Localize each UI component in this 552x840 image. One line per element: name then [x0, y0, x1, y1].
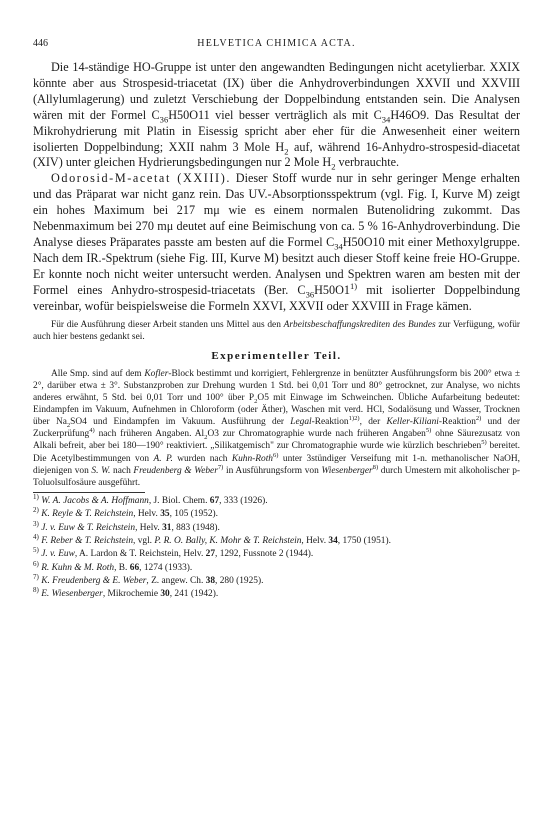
footnote-rule: [33, 492, 145, 493]
footnote-item: $^{1)}$ W. A. Jacobs & A. Hoffmann, J. Biol. Chem. 67, 333 (1926).: [33, 492, 268, 507]
body-paragraph-1: Die 14-ständige HO-Gruppe ist unter den angewandten Bedingungen nicht acetylierbar. XXIX könnte aber aus Strospesid-triacetat (IX) über die Anhydroverbindungen XXVII und XXVIII (Allylumlagerung) und zuletzt Verschiebung der Doppelbindung entstanden sein. Die Analysen wären mit der Formel $C_{36}H50O11$ viel besser verträglich als mit $C_{34}H46O9$. Das Resultat der Mikrohydrierung mit Platin in Eisessig spricht aber eher für die Anwesenheit einer weitern isolierten Doppelbindung; XXII nahm 3 Mole $H_2$ auf, während 16-Anhydro-strospesid-diacetat (XIV) unter gleichen Hydrierungsbedingungen nur 2 Mole $H_2$ verbrauchte.: [33, 60, 521, 172]
footnote-item: $^{4)}$ F. Reber & T. Reichstein, vgl. P. R. O. Bally, K. Mohr & T. Reichstein, Helv. 34, 1750 (1951).: [33, 532, 391, 546]
footnote-list: [33, 492, 520, 601]
page-number: 446: [33, 38, 48, 49]
acknowledgement: Für die Ausführung dieser Arbeit standen uns Mittel aus den Arbeitsbeschaffungskrediten des Bundes zur Verfügung, wofür auch hier bestens gedankt sei.: [33, 319, 521, 342]
footnote-item: $^{5)}$ J. v. Euw, A. Lardon & T. Reichstein, Helv. 27, 1292, Fussnote 2 (1944).: [33, 546, 314, 560]
footnote-item: $^{7)}$ K. Freudenberg & E. Weber, Z. angew. Ch. 38, 280 (1925).: [33, 572, 264, 586]
running-header: [33, 38, 520, 52]
footnote-item: $^{2)}$ K. Reyle & T. Reichstein, Helv. 35, 105 (1952).: [33, 506, 218, 520]
experimental-paragraph: Alle Smp. sind auf dem Kofler-Block bestimmt und korrigiert, Fehlergrenze in benützter Ausführungsform bis 200° etwa ± 2°, darüber etwa ± 3°. Substanzproben zur Drehung wurden 1 Std. bei 0,01 Torr und 80° getrocknet, zur Analyse, wo nichts anderes erwähnt, 5 Std. bei 0,01 Torr und 100° über $P_2O5$ mit Einwage im Schweinchen. Übliche Aufarbeitung bedeutet: Eindampfen im Vakuum, Aufnehmen in Chloroform (oder Äther), Waschen mit verd. HCl, Sodalösung und Wasser, Trocknen über $Na_2SO4$ und Eindampfen im Vakuum. Ausführung der Legal-Reaktion$^{1)2)}$, der Keller-Kiliani-Reaktion$^{2)}$ und der Zuckerprüfung$^{4)}$ nach früheren Angaben. $Al_2O3$ zur Chromatographie wurde nach früheren Angaben$^{5)}$ ohne Säurezusatz von Alkali befreit, aber bei 180—190° reaktiviert. „Silikatgemisch" zur Chromatographie wurde wie kürzlich beschrieben$^{5)}$ bereitet. Die Acetylbestimmungen von A. P. wurden nach Kuhn-Roth$^{6)}$ unter 3stündiger Verseifung mit 1-n. methanolischer NaOH, diejenigen von S. W. nach Freudenberg & Weber$^{7)}$ in Ausführungsform von Wiesenberger$^{8)}$ durch Umestern mit alkoholischer p-Toluolsulfosäure ausgeführt.: [33, 368, 521, 488]
section-title: Experimenteller Teil.: [211, 349, 342, 362]
footnote-item: $^{6)}$ R. Kuhn & M. Roth, B. 66, 1274 (1933).: [33, 559, 193, 573]
footnote-item: $^{3)}$ J. v. Euw & T. Reichstein, Helv. 31, 883 (1948).: [33, 519, 220, 533]
footnote-item: $^{8)}$ E. Wiesenberger, Mikrochemie 30, 241 (1942).: [33, 586, 219, 600]
main-text: [33, 60, 520, 315]
experimental-section: [33, 368, 520, 490]
body-paragraph-2: Odorosid-M-acetat (XXIII). Dieser Stoff wurde nur in sehr geringer Menge erhalten und das Präparat war nicht ganz rein. Das UV.-Absorptionsspektrum (vgl. Fig. I, Kurve M) zeigt ein hohes Maximum bei 217 mμ wie es einem normalen Butenolidring zukommt. Das Nebenmaximum bei 270 mμ deutet auf eine Beimischung von ca. 5 % 16-Anhydroverbindung. Die Analyse dieses Präparates passte am besten auf die Formel $C_{34}H50O10$ mit einer Methoxylgruppe. Nach dem IR.-Spektrum (siehe Fig. III, Kurve M) besitzt auch dieser Stoff keine freie HO-Gruppe. Er konnte noch nicht weiter untersucht werden. Analysen und Spektren waren am besten mit der Formel eines Anhydro-strospesid-triacetats (Ber. $C_{36}H50O1^{1)}$ mit isolierter Doppelbindung vereinbar, wofür beispielsweise die Formeln XXVI, XXVII oder XXVIII in Frage kämen.: [33, 171, 520, 313]
journal-page: [33, 38, 520, 601]
journal-title: HELVETICA CHIMICA ACTA.: [197, 38, 356, 49]
